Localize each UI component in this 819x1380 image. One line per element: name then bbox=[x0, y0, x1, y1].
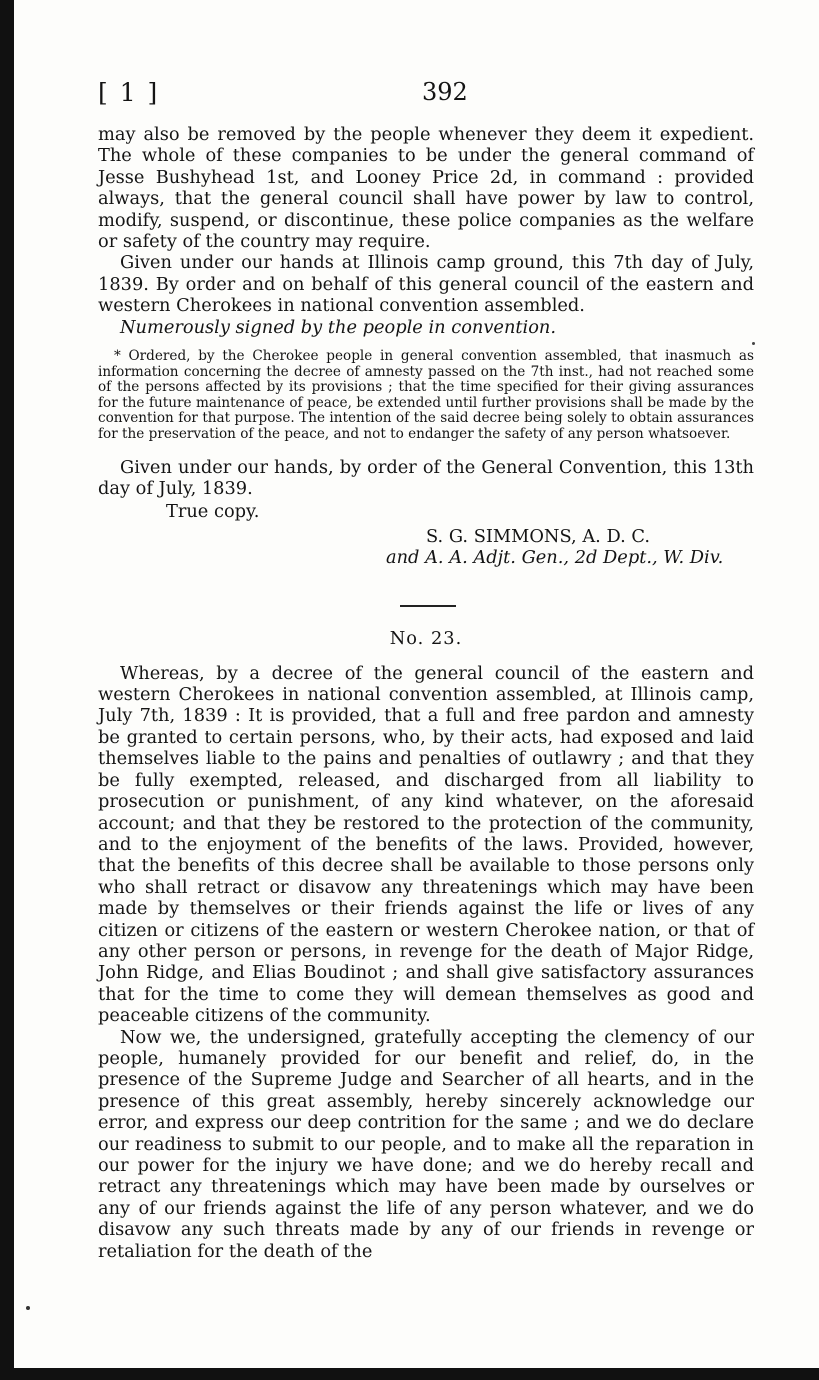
given-first-paragraph: Given under our hands at Illinois camp ground, this 7th day of July, 1839. By order and on behalf of this general council of the eastern and western Cherokees in national convention assembled. bbox=[98, 252, 754, 317]
signature-name: S. G. SIMMONS, A. D. C. bbox=[426, 525, 651, 547]
now-paragraph: Now we, the undersigned, gratefully accepting the clemency of our people, humanely provided for our benefit and relief, do, in the presence of the Supreme Judge and Searcher of all hearts, and in the presence of this great assembly, hereby sincerely acknowledge our error, and express our deep contrition for the same ; and we do declare our readiness to submit to our people, and to make all the reparation in our power for the injury we have done; and we do hereby recall and retract any threatenings which may have been made by ourselves or any of our friends against the life of any person whatever, and we do disavow any such threats made by any of our friends in revenge or retaliation for the death of the bbox=[98, 1026, 754, 1262]
signature-title: and A. A. Adjt. Gen., 2d Dept., W. Div. bbox=[386, 547, 724, 569]
scan-left-edge bbox=[0, 0, 14, 1380]
page-header bbox=[98, 78, 757, 114]
signed-note: Numerously signed by the people in convention. bbox=[120, 316, 557, 338]
section-divider bbox=[400, 605, 456, 607]
footnote: * Ordered, by the Cherokee people in general convention assembled, that inasmuch as information concerning the decree of amnesty passed on the 7th inst., had not reached some of the persons affected by its provisions ; that the time specified for their giving assurances for the future maintenance of peace, be extended until further provisions shall be made by the convention for that purpose. The intention of the said decree being solely to obtain assurances for the preservation of the peace, and not to endanger the safety of any person whatsoever. bbox=[98, 348, 754, 443]
scan-bottom-edge bbox=[0, 1368, 819, 1380]
document-number: No. 23. bbox=[389, 627, 463, 649]
given-second-paragraph: Given under our hands, by order of the General Convention, this 13th day of July, 1839. bbox=[98, 456, 754, 500]
continuation-paragraph: may also be removed by the people whenever they deem it expedient. The whole of these companies to be under the general command of Jesse Bushyhead 1st, and Looney Price 2d, in command : provided always, that the general council shall have power by law to control, modify, suspend, or discontinue, these police companies as the welfare or safety of the country may require. bbox=[98, 124, 754, 253]
page-number: 392 bbox=[422, 78, 468, 106]
page-body bbox=[98, 124, 754, 1262]
speck-mark bbox=[26, 1306, 30, 1310]
signature-mark: [ 1 ] bbox=[98, 78, 160, 107]
true-copy-line: True copy. bbox=[166, 501, 260, 523]
whereas-paragraph: Whereas, by a decree of the general council of the eastern and western Cherokees in national convention assembled, at Illinois camp, July 7th, 1839 : It is provided, that a full and free pardon and amnesty be granted to certain persons, who, by their acts, had exposed and laid themselves liable to the pains and penalties of outlawry ; and that they be fully exempted, released, and discharged from all liability to prosecution or punishment, of any kind whatever, on the aforesaid account; and that they be restored to the protection of the community, and to the enjoyment of the benefits of the laws. Provided, however, that the benefits of this decree shall be available to those persons only who shall retract or disavow any threatenings which may have been made by themselves or their friends against the life or lives of any citizen or citizens of the eastern or western Cherokee nation, or that of any other person or persons, in revenge for the death of Major Ridge, John Ridge, and Elias Boudinot ; and shall give satisfactory assurances that for the time to come they will demean themselves as good and peaceable citizens of the community. bbox=[98, 662, 754, 1027]
